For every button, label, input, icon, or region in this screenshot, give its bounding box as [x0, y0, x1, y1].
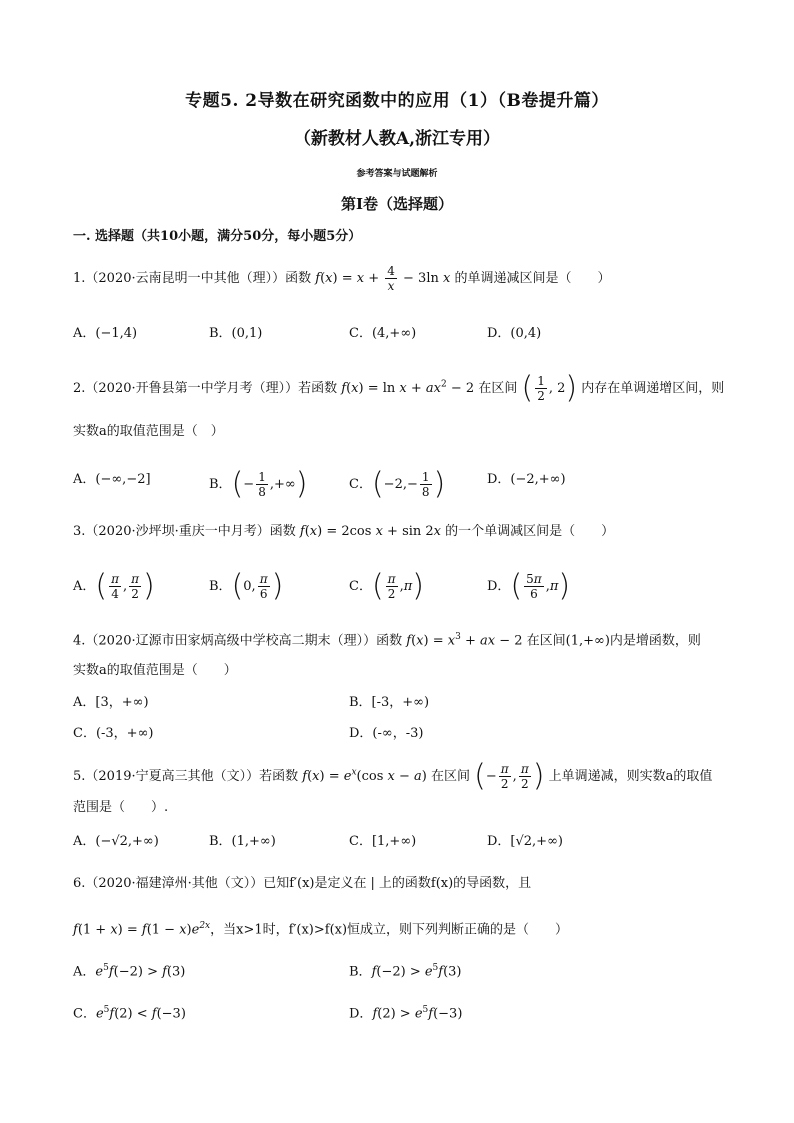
- q5-option-c[interactable]: C．[1,+∞): [349, 834, 417, 849]
- question-4-line-2: 实数a的取值范围是（ ）: [73, 663, 237, 678]
- q4-option-a[interactable]: A．[3，+∞): [73, 695, 149, 710]
- question-3: 3.（2020·沙坪坝·重庆一中月考）函数 f(x) = 2cos x + sin 2x 的一个单调减区间是（ ）: [73, 524, 615, 539]
- q1-option-c[interactable]: C．(4,+∞): [349, 326, 417, 341]
- q6-option-a[interactable]: A．$e^5f(-2) > f(3)$: [73, 963, 186, 980]
- section-heading: 一. 选择题（共10小题，满分50分，每小题5分）: [73, 229, 362, 244]
- q3-option-c[interactable]: C．( $\frac{\pi}{2}$ ,π): [349, 568, 424, 604]
- document-subtitle: （新教材人教A,浙江专用）: [293, 129, 501, 149]
- question-5-line-2: 范围是（ ）.: [73, 800, 169, 815]
- q3-option-a[interactable]: A．( $\frac{\pi}{4}$ , $\frac{\pi}{2}$ ): [73, 568, 155, 604]
- question-2-line-2: 实数a的取值范围是（ ）: [73, 424, 224, 439]
- volume-title: 第Ⅰ卷（选择题）: [340, 195, 454, 213]
- q3-option-b[interactable]: B．(0, $\frac{\pi}{6}$ ): [209, 568, 284, 604]
- q3-option-d[interactable]: D．( $\frac{5\pi}{6}$ ,π): [487, 568, 571, 604]
- question-6: 6.（2020·福建漳州·其他（文））已知f′(x)是定义在 | 上的函数f(x)的导函数，且: [73, 876, 532, 891]
- answer-note: 参考答案与试题解析: [356, 169, 438, 179]
- question-5: 5.（2019·宁夏高三其他（文））若函数 $f(x) = e^x(\cos$ x − a) 在区间 (− $\frac{\pi}{2}$ , $\frac{\pi}{2}$ ) 上单调递减，则实数a的取值: [73, 758, 713, 794]
- q6-option-c[interactable]: C．$e^5f(2) < f(-3)$: [73, 1005, 186, 1022]
- question-4: 4.（2020·辽源市田家炳高级中学校高二期末（理））函数 $f(x) = x^3$ + ax − 2 在区间(1,+∞)内是增函数，则: [73, 632, 701, 649]
- q4-option-b[interactable]: B．[-3，+∞): [349, 695, 430, 710]
- q5-option-d[interactable]: D．[√2,+∞): [487, 834, 563, 849]
- q4-option-d[interactable]: D．(-∞，-3): [349, 726, 424, 741]
- q1-option-b[interactable]: B．(0,1): [209, 326, 263, 341]
- question-6-line-2: $f(1 + x) = f(1 - x)e^{2x}$，当x>1时，f′(x)>f(x)恒成立，则下列判断正确的是（ ）: [73, 921, 569, 938]
- q6-option-b[interactable]: B．$f(-2) > e^5f(3)$: [349, 963, 462, 980]
- q2-option-a[interactable]: A．(−∞,−2]: [73, 472, 151, 487]
- formula: f: [315, 271, 321, 286]
- question-2: 2.（2020·开鲁县第一中学月考（理））若函数 $f(x) = \ln x + ax^2 - 2$ 在区间 ( $\frac{1}{2}$ , 2) 内存在单调递增区间，则: [73, 370, 725, 406]
- q4-option-c[interactable]: C．(-3，+∞): [73, 726, 154, 741]
- q2-option-c[interactable]: C．(−2,− $\frac{1}{8}$ ): [349, 466, 446, 502]
- question-1: 1.（2020·云南昆明一中其他（理））函数 f(x) = x + $\frac{4}{x}$ − 3ln x 的单调递减区间是（ ）: [73, 264, 611, 293]
- q1-option-d[interactable]: D．(0,4): [487, 326, 542, 341]
- q2-option-d[interactable]: D．(−2,+∞): [487, 472, 566, 487]
- q5-option-a[interactable]: A．(−√2,+∞): [73, 834, 159, 849]
- q6-option-d[interactable]: D．$f(2) > e^5f(-3)$: [349, 1005, 463, 1022]
- document-title: 专题5. 2导数在研究函数中的应用（1）（B卷提升篇）: [185, 91, 609, 111]
- q1-option-a[interactable]: A．(−1,4): [73, 326, 138, 341]
- q5-option-b[interactable]: B．(1,+∞): [209, 834, 276, 849]
- q2-option-b[interactable]: B．(− $\frac{1}{8}$ ,+∞): [209, 466, 308, 502]
